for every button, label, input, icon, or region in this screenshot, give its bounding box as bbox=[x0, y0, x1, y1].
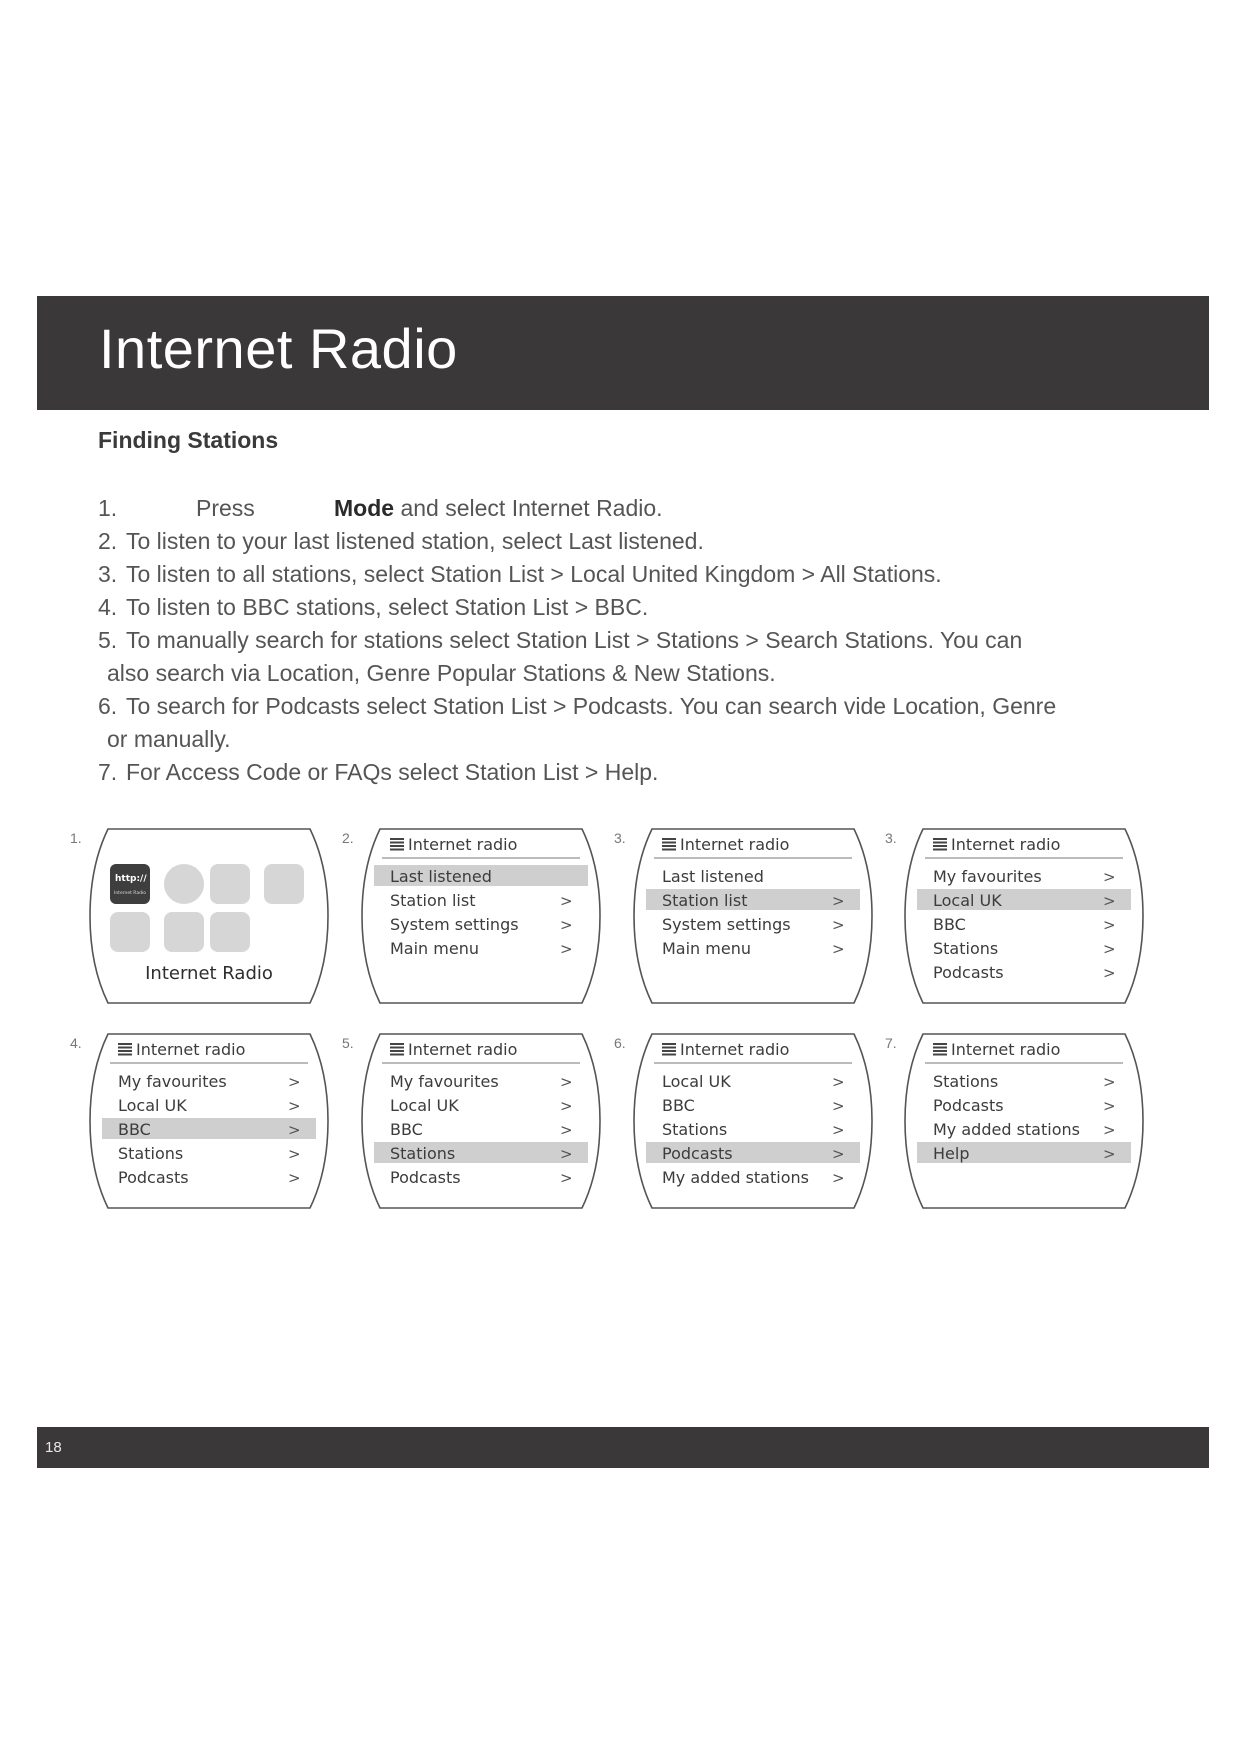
step-2 bbox=[98, 525, 1118, 558]
header-band bbox=[37, 296, 1209, 410]
menu-item-label: Station list bbox=[662, 891, 748, 910]
menu-item-label: My added stations bbox=[662, 1168, 809, 1187]
chevron-right-icon: > bbox=[560, 1121, 573, 1139]
app-tile-icon bbox=[164, 912, 204, 952]
screen-illustrations bbox=[60, 826, 1160, 1216]
chevron-right-icon: > bbox=[1103, 1073, 1116, 1091]
chevron-right-icon: > bbox=[560, 892, 573, 910]
device-screen bbox=[360, 826, 602, 1006]
menu-item-label: Local UK bbox=[390, 1096, 459, 1115]
chevron-right-icon: > bbox=[560, 1169, 573, 1187]
menu-item-label: Podcasts bbox=[118, 1168, 189, 1187]
internet-radio-tile bbox=[110, 864, 150, 904]
screen-5 bbox=[60, 1031, 330, 1211]
chevron-right-icon: > bbox=[288, 1097, 301, 1115]
menu-item-label: Station list bbox=[390, 891, 476, 910]
chevron-right-icon: > bbox=[832, 892, 845, 910]
screen-8 bbox=[875, 1031, 1145, 1211]
device-screen bbox=[360, 1031, 602, 1211]
chevron-right-icon: > bbox=[1103, 940, 1116, 958]
screen-title: Internet radio bbox=[136, 1040, 246, 1059]
home-caption: Internet Radio bbox=[145, 963, 273, 984]
screen-2 bbox=[332, 826, 602, 1006]
screen-label: 3. bbox=[614, 830, 626, 846]
screen-label: 3. bbox=[885, 830, 897, 846]
menu-item-label: Stations bbox=[933, 939, 999, 958]
step-7 bbox=[98, 756, 1118, 789]
step-text-mode: Mode bbox=[334, 495, 395, 521]
app-tile-icon bbox=[210, 912, 250, 952]
menu-item-label: Podcasts bbox=[662, 1144, 733, 1163]
http-sublabel: Internet Radio bbox=[114, 891, 146, 896]
chevron-right-icon: > bbox=[288, 1121, 301, 1139]
step-5 bbox=[98, 624, 1118, 690]
screen-6 bbox=[332, 1031, 602, 1211]
menu-item-label: My added stations bbox=[933, 1120, 1080, 1139]
screen-label: 5. bbox=[342, 1035, 354, 1051]
page-number: 18 bbox=[45, 1439, 62, 1456]
step-text-continued: or manually. bbox=[107, 726, 231, 752]
device-screen bbox=[903, 826, 1145, 1006]
app-tile-icon bbox=[164, 864, 204, 904]
screen-label: 4. bbox=[70, 1035, 82, 1051]
step-1 bbox=[98, 492, 1118, 525]
step-text: For Access Code or FAQs select Station List > Help. bbox=[126, 759, 659, 785]
menu-item-label: BBC bbox=[933, 915, 966, 934]
menu-item-label: Help bbox=[933, 1144, 970, 1163]
chevron-right-icon: > bbox=[288, 1169, 301, 1187]
screen-1 bbox=[60, 826, 330, 1006]
device-screen bbox=[632, 826, 874, 1006]
chevron-right-icon: > bbox=[832, 1169, 845, 1187]
screen-7 bbox=[604, 1031, 874, 1211]
chevron-right-icon: > bbox=[288, 1145, 301, 1163]
device-screen bbox=[903, 1031, 1145, 1211]
screen-3 bbox=[604, 826, 874, 1006]
footer-band bbox=[37, 1427, 1209, 1468]
step-number: 1. bbox=[98, 495, 118, 521]
screen-label: 7. bbox=[885, 1035, 897, 1051]
app-tile-icon bbox=[110, 912, 150, 952]
step-number: 2. bbox=[98, 528, 118, 554]
step-text: To listen to all stations, select Station List > Local United Kingdom > All Stations. bbox=[126, 561, 942, 587]
chevron-right-icon: > bbox=[1103, 892, 1116, 910]
chevron-right-icon: > bbox=[1103, 916, 1116, 934]
menu-item-label: System settings bbox=[662, 915, 791, 934]
menu-item-label: Podcasts bbox=[933, 1096, 1004, 1115]
device-screen bbox=[88, 826, 330, 1006]
step-text-press: Press bbox=[196, 495, 255, 521]
menu-item-label: Stations bbox=[390, 1144, 456, 1163]
app-tile-icon bbox=[264, 864, 304, 904]
device-screen bbox=[632, 1031, 874, 1211]
menu-item-label: Stations bbox=[118, 1144, 184, 1163]
screen-label: 1. bbox=[70, 830, 82, 846]
menu-item-label: BBC bbox=[662, 1096, 695, 1115]
menu-item-label: Podcasts bbox=[390, 1168, 461, 1187]
chevron-right-icon: > bbox=[1103, 868, 1116, 886]
menu-item-label: Podcasts bbox=[933, 963, 1004, 982]
menu-item-label: System settings bbox=[390, 915, 519, 934]
step-3 bbox=[98, 558, 1118, 591]
menu-item-label: Main menu bbox=[390, 939, 479, 958]
step-text: and select Internet Radio. bbox=[394, 495, 663, 521]
chevron-right-icon: > bbox=[560, 1145, 573, 1163]
menu-item-label: Local UK bbox=[118, 1096, 187, 1115]
app-tile-icon bbox=[210, 864, 250, 904]
chevron-right-icon: > bbox=[560, 1097, 573, 1115]
chevron-right-icon: > bbox=[832, 1145, 845, 1163]
screen-title: Internet radio bbox=[680, 1040, 790, 1059]
chevron-right-icon: > bbox=[1103, 964, 1116, 982]
menu-item-label: Last listened bbox=[662, 867, 764, 886]
screen-title: Internet radio bbox=[951, 1040, 1061, 1059]
step-number: 6. bbox=[98, 693, 118, 719]
menu-item-label: BBC bbox=[390, 1120, 423, 1139]
steps-list bbox=[98, 492, 1118, 789]
step-text: To listen to BBC stations, select Station List > BBC. bbox=[126, 594, 649, 620]
menu-item-label: Stations bbox=[933, 1072, 999, 1091]
chevron-right-icon: > bbox=[832, 1073, 845, 1091]
chevron-right-icon: > bbox=[832, 916, 845, 934]
screen-label: 2. bbox=[342, 830, 354, 846]
menu-item-label: My favourites bbox=[933, 867, 1042, 886]
menu-item-label: Local UK bbox=[933, 891, 1002, 910]
menu-item-label: Main menu bbox=[662, 939, 751, 958]
chevron-right-icon: > bbox=[560, 940, 573, 958]
page-title: Internet Radio bbox=[99, 317, 458, 380]
menu-item-label: Local UK bbox=[662, 1072, 731, 1091]
screen-title: Internet radio bbox=[408, 1040, 518, 1059]
step-number: 3. bbox=[98, 561, 118, 587]
screen-4 bbox=[875, 826, 1145, 1006]
menu-item-label: My favourites bbox=[390, 1072, 499, 1091]
screen-title: Internet radio bbox=[408, 835, 518, 854]
screen-title: Internet radio bbox=[951, 835, 1061, 854]
step-number: 4. bbox=[98, 594, 118, 620]
step-number: 5. bbox=[98, 627, 118, 653]
step-4 bbox=[98, 591, 1118, 624]
menu-item-label: Stations bbox=[662, 1120, 728, 1139]
chevron-right-icon: > bbox=[560, 916, 573, 934]
menu-item-label: My favourites bbox=[118, 1072, 227, 1091]
menu-item-label: BBC bbox=[118, 1120, 151, 1139]
section-heading: Finding Stations bbox=[98, 427, 279, 453]
step-6 bbox=[98, 690, 1118, 756]
menu-item-label: Last listened bbox=[390, 867, 492, 886]
screen-title: Internet radio bbox=[680, 835, 790, 854]
chevron-right-icon: > bbox=[832, 1097, 845, 1115]
step-text: To listen to your last listened station, select Last listened. bbox=[126, 528, 704, 554]
chevron-right-icon: > bbox=[832, 1121, 845, 1139]
chevron-right-icon: > bbox=[1103, 1121, 1116, 1139]
chevron-right-icon: > bbox=[1103, 1097, 1116, 1115]
step-text-continued: also search via Location, Genre Popular Stations & New Stations. bbox=[107, 660, 776, 686]
http-label: http:// bbox=[115, 874, 147, 884]
step-text: To manually search for stations select Station List > Stations > Search Stations. You can bbox=[126, 627, 1023, 653]
screen-label: 6. bbox=[614, 1035, 626, 1051]
chevron-right-icon: > bbox=[1103, 1145, 1116, 1163]
device-screen bbox=[88, 1031, 330, 1211]
chevron-right-icon: > bbox=[288, 1073, 301, 1091]
step-number: 7. bbox=[98, 759, 118, 785]
chevron-right-icon: > bbox=[560, 1073, 573, 1091]
step-text: To search for Podcasts select Station List > Podcasts. You can search vide Location, Genre bbox=[126, 693, 1057, 719]
chevron-right-icon: > bbox=[832, 940, 845, 958]
